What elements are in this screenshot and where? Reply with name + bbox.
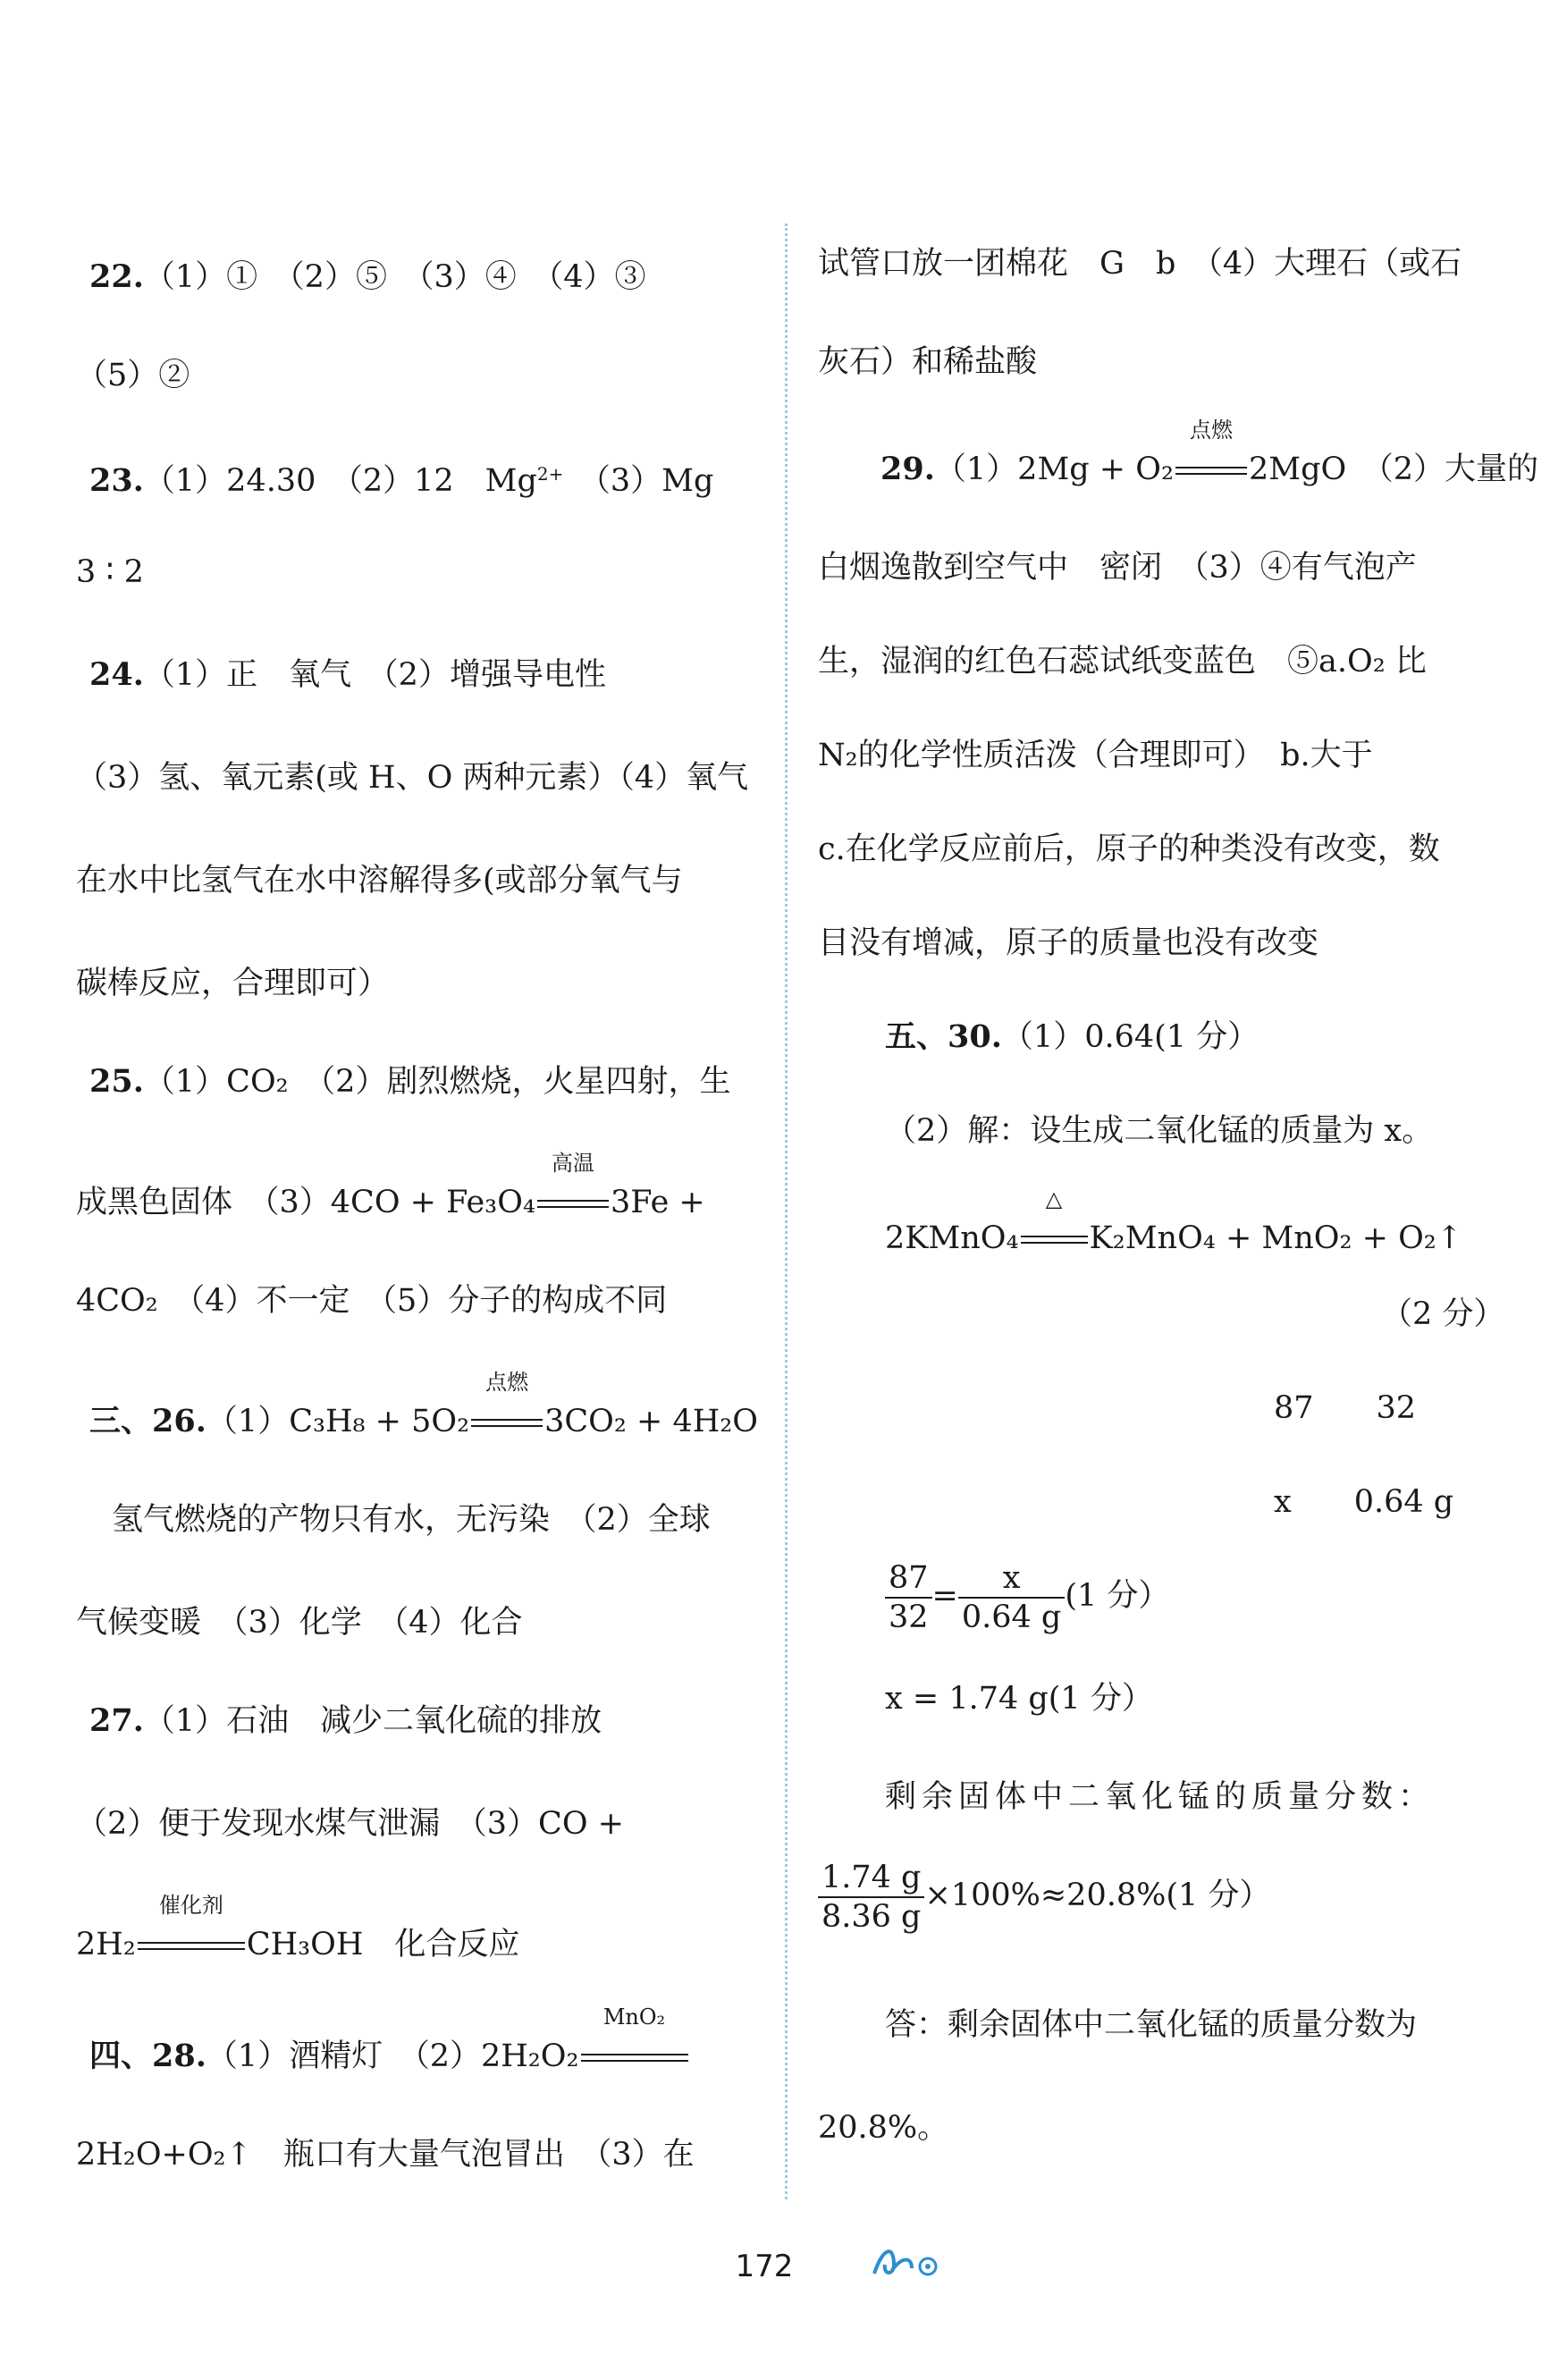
condition-arrow: 催化剂 [138, 1918, 245, 1971]
q30-ratio-top: 87 32 [1274, 1390, 1417, 1426]
q28-line2: 2H₂O+O₂↑ 瓶口有大量气泡冒出 （3）在 [76, 2137, 695, 2173]
condition-arrow: △ [1021, 1211, 1088, 1265]
q30-ratio-bottom: x 0.64 g [1274, 1484, 1454, 1520]
q25-line1: 25.（1）CO₂ （2）剧烈燃烧，火星四射，生 [89, 1063, 731, 1100]
q30-score-1: （2 分） [1381, 1296, 1505, 1332]
q30-equation: 2KMnO₄ △ K₂MnO₄ + MnO₂ + O₂↑ [885, 1211, 1462, 1265]
q26-line2: 氢气燃烧的产物只有水，无污染 （2）全球 [112, 1502, 711, 1538]
q27-line1: 27.（1）石油 减少二氧化硫的排放 [89, 1702, 602, 1739]
fraction-mass: $\frac{1.74 g}{8.36 g}$ [818, 1859, 924, 1936]
q24-line1: 24.（1）正 氧气 （2）增强导电性 [89, 656, 606, 693]
q30-mass-fraction-title: 剩余固体中二氧化锰的质量分数： [885, 1779, 1436, 1815]
column-divider [785, 224, 788, 2199]
condition-arrow: 高温 [537, 1176, 609, 1229]
q29-line4: N₂的化学性质活泼（合理即可） b.大于 [818, 738, 1373, 773]
page-number: 172 [735, 2249, 794, 2284]
q30-line2: （2）解：设生成二氧化锰的质量为 x。 [885, 1113, 1434, 1149]
q22-line1: 22.（1）① （2）⑤ （3）④ （4）③ [89, 258, 646, 295]
q23-line2: 3 ∶ 2 [76, 554, 144, 590]
q29-line3: 生，湿润的红色石蕊试纸变蓝色 ⑤a.O₂ 比 [818, 644, 1427, 679]
q26-line3: 气候变暖 （3）化学 （4）化合 [76, 1605, 523, 1641]
q27-line2: （2）便于发现水煤气泄漏 （3）CO + [76, 1806, 624, 1842]
q29-line1: 29.（1）2Mg + O₂ 点燃 2MgO （2）大量的 [880, 443, 1538, 496]
q30-line1: 五、30.（1）0.64(1 分） [885, 1018, 1259, 1055]
q27-line3: 2H₂ 催化剂 CH₃OH 化合反应 [76, 1918, 519, 1971]
q22-line2: （5）② [76, 358, 190, 393]
q23-line1: 23.（1）24.30 （2）12 $Mg^{2+}$ （3）Mg [89, 462, 714, 499]
condition-arrow: 点燃 [471, 1395, 543, 1448]
q24-line2: （3）氢、氧元素(或 H、O 两种元素）（4）氧气 [76, 760, 749, 796]
condition-arrow: MnO₂ [581, 2030, 688, 2083]
q30-x-result: x = 1.74 g(1 分） [885, 1681, 1153, 1717]
fraction-87-32: $\frac{87}{32}$ [885, 1559, 932, 1636]
q28-line1: 四、28.（1）酒精灯 （2）2H₂O₂ MnO₂ [89, 2030, 690, 2083]
q25-line2: 成黑色固体 （3）4CO + Fe₃O₄ 高温 3Fe + [76, 1176, 705, 1229]
q29-line6: 目没有增减，原子的质量也没有改变 [818, 925, 1319, 961]
fraction-x-064: $\frac{x}{0.64 g}$ [958, 1559, 1065, 1636]
q30-proportion: $\frac{87}{32}$ = $\frac{x}{0.64 g}$ (1 分） [885, 1556, 1169, 1636]
q30-answer-line1: 答：剩余固体中二氧化锰的质量分数为 [885, 2007, 1418, 2043]
q24-line4: 碳棒反应，合理即可） [76, 966, 390, 1001]
condition-arrow: 点燃 [1175, 443, 1247, 496]
q24-line3: 在水中比氢气在水中溶解得多(或部分氧气与 [76, 863, 683, 899]
q28-cont-line1: 试管口放一团棉花 G b （4）大理石（或石 [818, 246, 1462, 282]
q25-line3: 4CO₂ （4）不一定 （5）分子的构成不同 [76, 1283, 668, 1319]
q26-line1: 三、26.（1）C₃H₈ + 5O₂ 点燃 3CO₂ + 4H₂O [89, 1395, 758, 1448]
decorative-swirl-icon [867, 2238, 948, 2283]
q30-answer-line2: 20.8%。 [818, 2110, 949, 2146]
q30-mass-fraction-calc: $\frac{1.74 g}{8.36 g}$ ×100%≈20.8%(1 分） [818, 1855, 1270, 1936]
q29-line5: c.在化学反应前后，原子的种类没有改变，数 [818, 831, 1440, 867]
q28-cont-line2: 灰石）和稀盐酸 [818, 344, 1038, 380]
q29-line2: 白烟逸散到空气中 密闭 （3）④有气泡产 [818, 550, 1417, 586]
